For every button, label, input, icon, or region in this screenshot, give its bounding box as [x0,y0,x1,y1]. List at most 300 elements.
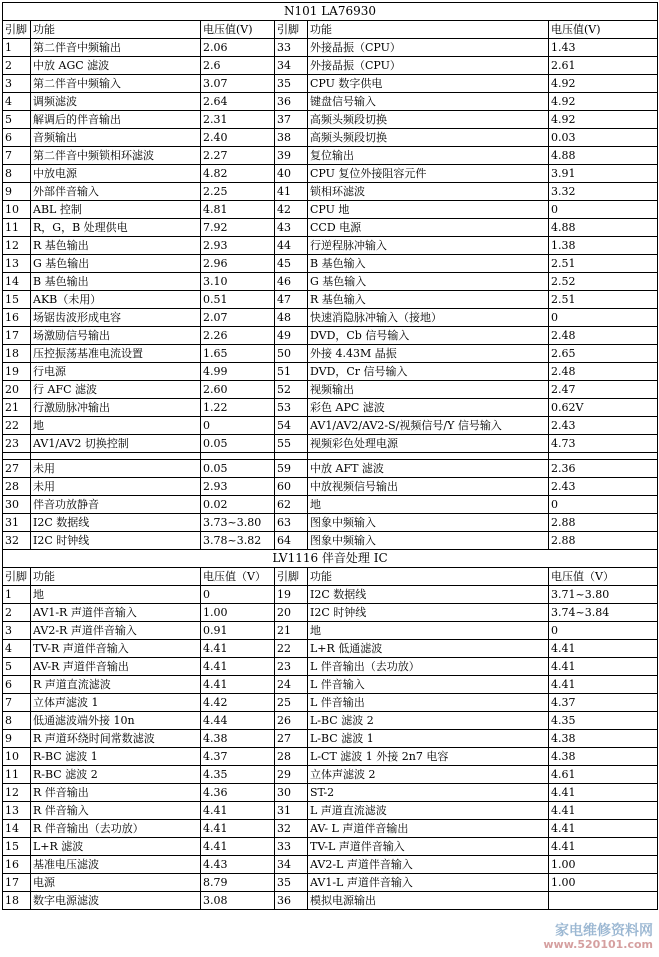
table-row [3,291,658,309]
table-cell: 伴音功放静音 [31,496,201,514]
table-cell: 51 [275,363,308,381]
table-cell: 0 [549,622,658,640]
table-cell: 0 [549,201,658,219]
table-cell: 7.92 [201,219,275,237]
table-cell: 2.60 [201,381,275,399]
column-header: 电压值（V） [201,568,275,586]
table-cell: 1.00 [549,874,658,892]
table-row [3,748,658,766]
table-cell: G 基色输入 [308,273,549,291]
table-cell: 62 [275,496,308,514]
table-cell: 行电源 [31,363,201,381]
table-row [3,640,658,658]
table-cell: 1.65 [201,345,275,363]
table-row [3,532,658,550]
header-row [3,568,658,586]
table-cell: 外接晶振（CPU） [308,39,549,57]
table-cell: 11 [3,219,31,237]
table-row [3,237,658,255]
watermark-url: www.520101.com [543,938,653,951]
table-cell: 第二伴音中频锁相环滤波 [31,147,201,165]
table-cell: 23 [3,435,31,453]
table-cell: 21 [3,399,31,417]
table-cell: 4.41 [201,820,275,838]
table-cell: 5 [3,111,31,129]
table-cell: R 基色输出 [31,237,201,255]
column-header: 电压值(V) [201,21,275,39]
table-cell: 4.88 [549,147,658,165]
table-cell: 50 [275,345,308,363]
table-cell: AV-R 声道伴音输出 [31,658,201,676]
table-cell: 54 [275,417,308,435]
table-cell: 2 [3,604,31,622]
table-row [3,586,658,604]
table-row [3,766,658,784]
table-cell: R 声道直流滤波 [31,676,201,694]
table-cell: R 伴音输入 [31,802,201,820]
table-cell: DVD，Cb 信号输入 [308,327,549,345]
table-cell: 3.78~3.82 [201,532,275,550]
table-cell: 45 [275,255,308,273]
table-row [3,874,658,892]
table-cell: 4.41 [549,640,658,658]
table-cell: CPU 数字供电 [308,75,549,93]
table-cell: L 声道直流滤波 [308,802,549,820]
gap-cell [31,453,201,460]
table-cell: 地 [308,622,549,640]
column-header: 引脚 [3,21,31,39]
column-header: 功能 [308,568,549,586]
gap-cell [308,453,549,460]
table-cell: AV1/AV2 切换控制 [31,435,201,453]
table-cell: 2.88 [549,514,658,532]
table-cell: 0.03 [549,129,658,147]
table-cell: 2.27 [201,147,275,165]
table-row [3,478,658,496]
table-cell: 36 [275,93,308,111]
table-cell: L 伴音输入 [308,676,549,694]
table-cell: 中放视频信号输出 [308,478,549,496]
table-cell: AV2-L 声道伴音输入 [308,856,549,874]
column-header: 功能 [31,21,201,39]
table-cell: 16 [3,856,31,874]
table-cell: 4.37 [201,748,275,766]
table-cell: 4.35 [201,766,275,784]
table-cell: AV1-R 声道伴音输入 [31,604,201,622]
table-cell: 压控振荡基准电流设置 [31,345,201,363]
gap-cell [201,453,275,460]
table-cell: 3 [3,75,31,93]
table-cell: 行逆程脉冲输入 [308,237,549,255]
table-cell: R 伴音输出 [31,784,201,802]
table-row [3,201,658,219]
gap-cell [275,453,308,460]
table-cell: 复位输出 [308,147,549,165]
table-cell: 23 [275,658,308,676]
table-cell: AV2-R 声道伴音输入 [31,622,201,640]
table-cell: 13 [3,802,31,820]
table-cell: 40 [275,165,308,183]
table-gap-row [3,453,658,460]
table-row [3,363,658,381]
table-cell: 2.51 [549,255,658,273]
table-cell: 52 [275,381,308,399]
table-cell: 2.65 [549,345,658,363]
table-row [3,676,658,694]
table-cell: 15 [3,838,31,856]
table-cell: AV- L 声道伴音输出 [308,820,549,838]
table-cell: 4.92 [549,93,658,111]
table-cell: 4.61 [549,766,658,784]
table-cell: 64 [275,532,308,550]
table-cell: 10 [3,748,31,766]
table-cell: 36 [275,892,308,910]
table-cell: 2.61 [549,57,658,75]
column-header: 引脚 [275,21,308,39]
table-row [3,39,658,57]
table-cell: 2.93 [201,478,275,496]
table-title: N101 LA76930 [3,3,658,21]
table-cell: 27 [275,730,308,748]
table-cell: G 基色输出 [31,255,201,273]
table-cell: 地 [31,417,201,435]
table-cell: 9 [3,183,31,201]
column-header: 引脚 [3,568,31,586]
table-row [3,820,658,838]
table-cell: 中放电源 [31,165,201,183]
table-row [3,802,658,820]
table-cell: 21 [275,622,308,640]
table-cell: 3.71~3.80 [549,586,658,604]
table-cell: 4.41 [549,676,658,694]
table-cell: 18 [3,892,31,910]
table-row [3,381,658,399]
table-row [3,784,658,802]
table-cell [549,892,658,910]
table-cell: 2.47 [549,381,658,399]
table-cell: 外接晶振（CPU） [308,57,549,75]
table-cell: 3.91 [549,165,658,183]
table-cell: 1.00 [201,604,275,622]
table-cell: 地 [31,586,201,604]
table-cell: 6 [3,129,31,147]
table-cell: 地 [308,496,549,514]
table-cell: 2.52 [549,273,658,291]
table-cell: L-BC 滤波 1 [308,730,549,748]
table-cell: 20 [275,604,308,622]
table-cell: 4.41 [549,658,658,676]
table-cell: 17 [3,327,31,345]
table-cell: 4.92 [549,75,658,93]
table-cell: 2.07 [201,309,275,327]
table-cell: B 基色输入 [308,255,549,273]
table-cell: 5 [3,658,31,676]
table-row [3,856,658,874]
table-row [3,219,658,237]
table-cell: L+R 滤波 [31,838,201,856]
table-cell: 4.41 [201,640,275,658]
table-row [3,838,658,856]
table-cell: 2.48 [549,363,658,381]
table-cell: 2.6 [201,57,275,75]
table-cell: 25 [275,694,308,712]
table-title: LV1116 伴音处理 IC [3,550,658,568]
table-cell: 外接 4.43M 晶振 [308,345,549,363]
table-cell: 场激励信号输出 [31,327,201,345]
table-cell: 31 [3,514,31,532]
table-cell: 12 [3,784,31,802]
table-cell: 8 [3,165,31,183]
table-cell: L 伴音输出（去功放） [308,658,549,676]
table-cell: I2C 数据线 [308,586,549,604]
table-cell: 调频滤波 [31,93,201,111]
table-row [3,273,658,291]
table-row [3,892,658,910]
table-cell: 4 [3,93,31,111]
table-cell: 锁相环滤波 [308,183,549,201]
table-cell: 1.00 [549,856,658,874]
table-row [3,93,658,111]
table-cell: 4.44 [201,712,275,730]
table-cell: 15 [3,291,31,309]
table-cell: 48 [275,309,308,327]
table-cell: 第二伴音中频输出 [31,39,201,57]
table-cell: 55 [275,435,308,453]
table-cell: 2.51 [549,291,658,309]
table-cell: 19 [275,586,308,604]
table-cell: L-CT 滤波 1 外接 2n7 电容 [308,748,549,766]
table-cell: 1.43 [549,39,658,57]
table-cell: 0.62V [549,399,658,417]
table-cell: 4.41 [549,784,658,802]
table-cell: 0.51 [201,291,275,309]
site-watermark [543,925,653,951]
table-row [3,622,658,640]
table-row [3,712,658,730]
table-row [3,345,658,363]
table-cell: 18 [3,345,31,363]
table-cell: 8 [3,712,31,730]
table-cell: 34 [275,57,308,75]
table-cell: 7 [3,147,31,165]
table-cell: 2.31 [201,111,275,129]
table-cell: 34 [275,856,308,874]
la76930-table [2,2,658,550]
table-cell: 行 AFC 滤波 [31,381,201,399]
table-cell: 30 [3,496,31,514]
table-cell: ST-2 [308,784,549,802]
table-cell: 4.88 [549,219,658,237]
table-cell: 3.73~3.80 [201,514,275,532]
column-header: 功能 [308,21,549,39]
table-row [3,327,658,345]
table-cell: 图象中频输入 [308,532,549,550]
table-cell: 高频头频段切换 [308,129,549,147]
table-cell: R，G，B 处理供电 [31,219,201,237]
table-cell: 第二伴音中频输入 [31,75,201,93]
table-row [3,129,658,147]
table-cell: 24 [275,676,308,694]
table-cell: R 基色输入 [308,291,549,309]
table-cell: 0 [201,586,275,604]
table-cell: 4.42 [201,694,275,712]
table-cell: 44 [275,237,308,255]
table-row [3,165,658,183]
table-cell: 4.41 [549,838,658,856]
table-cell: 4.82 [201,165,275,183]
table-row [3,57,658,75]
table-cell: 低通滤波端外接 10n [31,712,201,730]
table-cell: 中放 AGC 滤波 [31,57,201,75]
column-header: 电压值（V） [549,568,658,586]
table-cell: 场锯齿波形成电容 [31,309,201,327]
table-cell: 电源 [31,874,201,892]
table-cell: 2.96 [201,255,275,273]
table-cell: 47 [275,291,308,309]
table-cell: 中放 AFT 滤波 [308,460,549,478]
table-cell: CPU 地 [308,201,549,219]
table-cell: 4.41 [201,802,275,820]
table-cell: 16 [3,309,31,327]
table-cell: 高频头频段切换 [308,111,549,129]
table-cell: 43 [275,219,308,237]
table-cell: 28 [275,748,308,766]
table-cell: 2.88 [549,532,658,550]
table-cell: 13 [3,255,31,273]
table-cell: CCD 电源 [308,219,549,237]
table-cell: 29 [275,766,308,784]
table-cell: 0.05 [201,460,275,478]
table-title-row [3,3,658,21]
table-cell: 2.64 [201,93,275,111]
table-cell: DVD，Cr 信号输入 [308,363,549,381]
table-row [3,111,658,129]
table-row [3,694,658,712]
table-cell: 12 [3,237,31,255]
table-cell: 4.38 [201,730,275,748]
table-cell: 35 [275,874,308,892]
table-cell: R 声道环绕时间常数滤波 [31,730,201,748]
table-cell: 未用 [31,460,201,478]
table-cell: 27 [3,460,31,478]
table-cell: TV-L 声道伴音输入 [308,838,549,856]
table-cell: TV-R 声道伴音输入 [31,640,201,658]
table-cell: 4.41 [549,802,658,820]
table-cell: 2.26 [201,327,275,345]
column-header: 引脚 [275,568,308,586]
table-cell: 53 [275,399,308,417]
table-cell: 快速消隐脉冲输入（接地） [308,309,549,327]
table-cell: 9 [3,730,31,748]
table-cell: 4.73 [549,435,658,453]
table-cell: 11 [3,766,31,784]
table-cell: 4.41 [201,676,275,694]
table-cell: 4.99 [201,363,275,381]
table-cell: 4.92 [549,111,658,129]
table-cell: 2.43 [549,478,658,496]
table-cell: 60 [275,478,308,496]
table-cell: 未用 [31,478,201,496]
table-cell: 46 [275,273,308,291]
table-cell: 3.08 [201,892,275,910]
table-cell: 4.37 [549,694,658,712]
table-cell: 35 [275,75,308,93]
table-row [3,417,658,435]
table-cell: 0 [549,496,658,514]
table-cell: CPU 复位外接阻容元件 [308,165,549,183]
table-cell: 0 [549,309,658,327]
table-cell: 59 [275,460,308,478]
table-cell: 视频输出 [308,381,549,399]
table-row [3,604,658,622]
table-cell: 42 [275,201,308,219]
table-cell: 立体声滤波 2 [308,766,549,784]
gap-cell [549,453,658,460]
table-cell: 10 [3,201,31,219]
table-cell: 音频输出 [31,129,201,147]
table-cell: 0.05 [201,435,275,453]
table-cell: 17 [3,874,31,892]
table-cell: 63 [275,514,308,532]
table-cell: 1.38 [549,237,658,255]
table-cell: 2.93 [201,237,275,255]
table-cell: 1 [3,586,31,604]
table-row [3,435,658,453]
table-cell: 37 [275,111,308,129]
table-cell: 键盘信号输入 [308,93,549,111]
table-cell: 14 [3,273,31,291]
table-cell: 4.38 [549,730,658,748]
table-cell: 4.38 [549,748,658,766]
table-cell: 模拟电源输出 [308,892,549,910]
table-cell: 1.22 [201,399,275,417]
table-cell: 2.40 [201,129,275,147]
table-cell: ABL 控制 [31,201,201,219]
table-cell: R-BC 滤波 2 [31,766,201,784]
table-cell: L-BC 滤波 2 [308,712,549,730]
table-title-row [3,550,658,568]
table-cell: 28 [3,478,31,496]
table-cell: 3 [3,622,31,640]
table-cell: AV1-L 声道伴音输入 [308,874,549,892]
table-cell: 0.91 [201,622,275,640]
table-cell: 3.07 [201,75,275,93]
table-cell: 19 [3,363,31,381]
table-cell: 30 [275,784,308,802]
table-cell: 彩色 APC 滤波 [308,399,549,417]
table-cell: B 基色输出 [31,273,201,291]
watermark-brand: 家电维修资料网 [555,923,653,939]
table-row [3,460,658,478]
table-cell: 32 [3,532,31,550]
table-cell: I2C 时钟线 [31,532,201,550]
table-cell: 2.36 [549,460,658,478]
table-row [3,658,658,676]
table-row [3,183,658,201]
table-cell: 4.35 [549,712,658,730]
table-cell: 4 [3,640,31,658]
table-cell: 数字电源滤波 [31,892,201,910]
table-cell: 视频彩色处理电源 [308,435,549,453]
table-cell: 20 [3,381,31,399]
table-cell: AV1/AV2/AV2-S/视频信号/Y 信号输入 [308,417,549,435]
table-cell: 33 [275,39,308,57]
table-cell: 2.43 [549,417,658,435]
table-row [3,399,658,417]
table-cell: R-BC 滤波 1 [31,748,201,766]
table-cell: 41 [275,183,308,201]
column-header: 电压值(V) [549,21,658,39]
